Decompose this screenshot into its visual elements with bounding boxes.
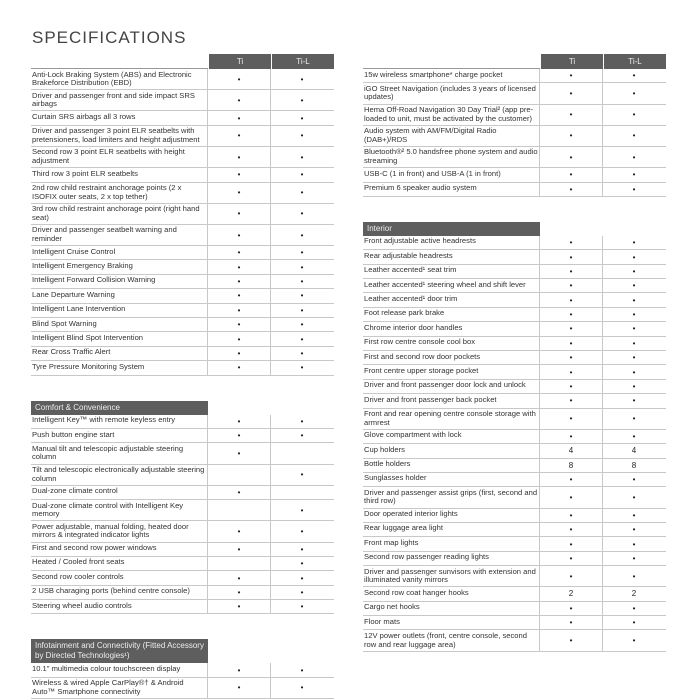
spec-value-til: • (632, 603, 636, 613)
spec-value-til: • (632, 338, 636, 348)
spec-label: Tyre Pressure Monitoring System (31, 361, 208, 374)
spec-label: Driver and passenger seatbelt warning and reminder (31, 225, 208, 245)
spec-row (363, 509, 666, 523)
spec-value-til: • (300, 683, 304, 693)
page-title: SPECIFICATIONS (32, 28, 187, 47)
spec-value-ti: • (540, 616, 603, 629)
spec-row (31, 521, 334, 542)
spec-value-til: • (632, 382, 636, 392)
spec-row (31, 90, 334, 111)
spec-label: 2nd row child restraint anchorage points (2 x ISOFIX outer seats, 2 x top tether) (31, 183, 208, 203)
spec-label: 15w wireless smartphone* charge pocket (363, 69, 540, 82)
spec-value-til: • (632, 252, 636, 262)
spec-value-til (271, 486, 333, 499)
spec-label: Driver and passenger assist grips (first, second and third row) (363, 487, 540, 507)
column-header-ti: Ti (208, 54, 271, 69)
spec-label: Second row coat hanger hooks (363, 587, 540, 600)
spec-value-til: • (300, 665, 304, 675)
spec-row (363, 105, 666, 126)
spec-row (31, 204, 334, 225)
spec-value-til: • (632, 618, 636, 628)
spec-row (363, 537, 666, 551)
spec-value-ti: • (208, 678, 271, 698)
spec-value-til: • (632, 88, 636, 98)
spec-value-ti: • (540, 308, 603, 321)
spec-label: 10.1" multimedia colour touchscreen display (31, 663, 208, 676)
spec-row (363, 552, 666, 566)
spec-label: Premium 6 speaker audio system (363, 183, 540, 196)
spec-label: Wireless & wired Apple CarPlay®† & Android Auto™ Smartphone connectivity (31, 678, 208, 698)
spec-value-til: • (632, 571, 636, 581)
spec-row (363, 337, 666, 351)
spec-value-til: • (632, 539, 636, 549)
spec-label: Intelligent Forward Collision Warning (31, 275, 208, 288)
spec-value-ti (208, 557, 271, 570)
spec-label: Manual tilt and telescopic adjustable steering column (31, 443, 208, 463)
spec-value-ti: • (208, 246, 271, 259)
spec-value-til: • (300, 349, 304, 359)
spec-label: First and second row power windows (31, 543, 208, 556)
spec-row (31, 663, 334, 677)
spec-value-ti: • (540, 351, 603, 364)
spec-section (363, 222, 666, 652)
spec-row (363, 473, 666, 487)
spec-label: Intelligent Emergency Braking (31, 260, 208, 273)
spec-value-til: • (300, 544, 304, 554)
spec-row (363, 616, 666, 630)
spec-row (31, 557, 334, 571)
spec-label: Dual-zone climate control with Intelligent Key memory (31, 500, 208, 520)
spec-value-ti: 4 (540, 444, 603, 457)
spec-label: Intelligent Cruise Control (31, 246, 208, 259)
spec-value-ti: • (208, 347, 271, 360)
spec-row (363, 265, 666, 279)
spec-value-til: • (632, 353, 636, 363)
spec-label: USB-C (1 in front) and USB-A (1 in front) (363, 168, 540, 181)
spec-value-til: • (632, 110, 636, 120)
spec-label: First row centre console cool box (363, 337, 540, 350)
spec-label: Front centre upper storage pocket (363, 365, 540, 378)
spec-value-ti: • (208, 304, 271, 317)
spec-value-til: • (300, 573, 304, 583)
spec-row (31, 415, 334, 429)
spec-row (363, 236, 666, 250)
spec-value-ti: • (208, 183, 271, 203)
spec-label: Third row 3 point ELR seatbelts (31, 168, 208, 181)
spec-label: Driver and passenger 3 point ELR seatbelts with pretensioners, load limiters and height adjustment (31, 126, 208, 146)
spec-row (31, 543, 334, 557)
spec-label: Bluetooth®² 5.0 handsfree phone system and audio streaming (363, 147, 540, 167)
spec-value-ti: • (208, 332, 271, 345)
spec-row (31, 168, 334, 182)
spec-value-til: • (300, 277, 304, 287)
column-header-ti: Ti (540, 54, 603, 69)
spec-value-til: • (300, 526, 304, 536)
spec-value-til: • (632, 295, 636, 305)
spec-value-ti: • (540, 537, 603, 550)
spec-value-ti: • (540, 430, 603, 443)
spec-label: Foot release park brake (363, 308, 540, 321)
spec-row (31, 586, 334, 600)
spec-value-ti: • (208, 225, 271, 245)
spec-value-ti: • (540, 630, 603, 650)
spec-row (31, 111, 334, 125)
spec-label: Sunglasses holder (363, 473, 540, 486)
spec-row (363, 394, 666, 408)
spec-value-ti: • (208, 69, 271, 89)
spec-label: Door operated interior lights (363, 509, 540, 522)
section-heading: Infotainment and Connectivity (Fitted Accessory by Directed Technologies¹) (31, 639, 208, 663)
spec-label: Leather accented¹ steering wheel and shift lever (363, 279, 540, 292)
spec-value-ti: • (540, 380, 603, 393)
spec-value-til: • (300, 587, 304, 597)
spec-row (31, 304, 334, 318)
spec-row (363, 293, 666, 307)
spec-row (31, 318, 334, 332)
spec-section (31, 69, 334, 376)
spec-value-til: • (632, 510, 636, 520)
spec-value-til: • (632, 492, 636, 502)
spec-value-til: • (632, 553, 636, 563)
spec-label: Hema Off-Road Navigation 30 Day Trial² (app pre-loaded to unit, must be activated by the customer) (363, 105, 540, 125)
spec-row (31, 465, 334, 486)
spec-value-ti: • (208, 486, 271, 499)
spec-label: Blind Spot Warning (31, 318, 208, 331)
spec-value-ti: 8 (540, 459, 603, 472)
spec-value-ti: • (208, 443, 271, 463)
spec-row (31, 600, 334, 614)
spec-row (31, 260, 334, 274)
spec-value-til: • (632, 281, 636, 291)
spec-row (31, 183, 334, 204)
spec-row (363, 250, 666, 264)
spec-row (31, 429, 334, 443)
spec-value-til: • (632, 396, 636, 406)
spec-value-til (271, 443, 333, 463)
spec-value-ti: • (540, 394, 603, 407)
spec-value-til: 4 (631, 446, 637, 456)
spec-section (31, 401, 334, 615)
spec-value-til: • (300, 152, 304, 162)
spec-label: Cargo net hooks (363, 602, 540, 615)
spec-label: Curtain SRS airbags all 3 rows (31, 111, 208, 124)
spec-row (363, 409, 666, 430)
spec-row (363, 147, 666, 168)
spec-label: 2 USB charaging ports (behind centre console) (31, 586, 208, 599)
column-header-til: Ti-L (271, 54, 334, 69)
spec-label: Intelligent Blind Spot Intervention (31, 332, 208, 345)
spec-value-til: • (632, 310, 636, 320)
spec-value-ti: • (540, 250, 603, 263)
spec-row (31, 361, 334, 375)
spec-value-til: • (300, 505, 304, 515)
spec-label: Intelligent Key™ with remote keyless entry (31, 415, 208, 428)
spec-value-til: • (300, 230, 304, 240)
spec-value-til: • (300, 305, 304, 315)
spec-value-til: • (300, 431, 304, 441)
section-heading: Comfort & Convenience (31, 401, 208, 415)
spec-row (31, 332, 334, 346)
spec-label: Driver and front passenger door lock and unlock (363, 380, 540, 393)
spec-value-ti: • (208, 260, 271, 273)
spec-row (363, 602, 666, 616)
spec-value-ti: • (540, 265, 603, 278)
spec-row (31, 147, 334, 168)
spec-value-til: • (300, 334, 304, 344)
spec-value-til: • (632, 636, 636, 646)
spec-value-ti: • (540, 293, 603, 306)
spec-row (31, 571, 334, 585)
spec-label: Rear adjustable headrests (363, 250, 540, 263)
spec-row (31, 289, 334, 303)
spec-value-til: • (632, 152, 636, 162)
spec-label: Driver and passenger front and side impact SRS airbags (31, 90, 208, 110)
spec-label: Anti-Lock Braking System (ABS) and Electronic Brakeforce Distribution (EBD) (31, 69, 208, 89)
spec-value-til: • (632, 324, 636, 334)
spec-row (363, 126, 666, 147)
spec-value-ti: • (208, 361, 271, 374)
spec-value-til: • (300, 113, 304, 123)
spec-value-til: 8 (631, 460, 637, 470)
spec-row (363, 523, 666, 537)
spec-row (363, 183, 666, 197)
spec-label: Driver and front passenger back pocket (363, 394, 540, 407)
spec-row (363, 69, 666, 83)
spec-value-til: • (300, 262, 304, 272)
spec-value-ti: • (540, 473, 603, 486)
spec-value-til: • (300, 95, 304, 105)
spec-row (31, 69, 334, 90)
spec-value-ti: • (208, 318, 271, 331)
spec-value-ti: • (208, 289, 271, 302)
spec-label: Leather accented¹ seat trim (363, 265, 540, 278)
spec-value-ti: • (208, 90, 271, 110)
spec-value-ti: • (540, 83, 603, 103)
spec-value-til: 2 (631, 589, 637, 599)
spec-value-ti: • (208, 521, 271, 541)
spec-value-ti: • (208, 126, 271, 146)
spec-row (31, 126, 334, 147)
spec-label: Power adjustable, manual folding, heated door mirrors & integrated indicator lights (31, 521, 208, 541)
spec-value-til: • (632, 238, 636, 248)
spec-value-ti (208, 465, 271, 485)
spec-row (363, 587, 666, 601)
spec-value-til: • (300, 74, 304, 84)
spec-label: First and second row door pockets (363, 351, 540, 364)
spec-value-til: • (632, 266, 636, 276)
spec-value-ti: • (208, 415, 271, 428)
spec-value-ti (208, 500, 271, 520)
spec-value-ti: • (208, 571, 271, 584)
spec-value-ti: • (540, 566, 603, 586)
spec-row (363, 459, 666, 473)
spec-value-ti: • (540, 487, 603, 507)
spec-value-ti: • (540, 337, 603, 350)
spec-label: Leather accented¹ door trim (363, 293, 540, 306)
column-header-row (31, 54, 334, 69)
spec-value-til: • (632, 367, 636, 377)
spec-row (363, 168, 666, 182)
column-header-til: Ti-L (603, 54, 666, 69)
spec-value-til: • (300, 188, 304, 198)
spec-label: Bottle holders (363, 459, 540, 472)
spec-value-ti: • (540, 69, 603, 82)
spec-row (363, 630, 666, 651)
spec-label: Second row cooler controls (31, 571, 208, 584)
spec-row (363, 430, 666, 444)
section-heading: Interior (363, 222, 540, 236)
spec-value-ti: • (208, 586, 271, 599)
spec-row (363, 444, 666, 458)
spec-value-ti: • (540, 105, 603, 125)
spec-value-ti: • (540, 322, 603, 335)
spec-row (31, 678, 334, 699)
spec-label: Chrome interior door handles (363, 322, 540, 335)
spec-value-til: • (300, 416, 304, 426)
spec-label: Glove compartment with lock (363, 430, 540, 443)
spec-row (363, 308, 666, 322)
spec-value-ti: • (540, 147, 603, 167)
spec-label: Cup holders (363, 444, 540, 457)
spec-value-til: • (300, 291, 304, 301)
spec-row (363, 487, 666, 508)
right-spec-column (363, 54, 666, 652)
spec-value-ti: • (540, 279, 603, 292)
spec-row (363, 365, 666, 379)
spec-label: Audio system with AM/FM/Digital Radio (DAB+)/RDS (363, 126, 540, 146)
spec-row (31, 275, 334, 289)
spec-label: Front adjustable active headrests (363, 236, 540, 249)
spec-value-til: • (300, 131, 304, 141)
spec-value-til: • (300, 170, 304, 180)
spec-value-til: • (632, 71, 636, 81)
spec-value-ti: • (208, 663, 271, 676)
spec-value-ti: • (540, 168, 603, 181)
spec-value-ti: • (208, 168, 271, 181)
spec-row (363, 83, 666, 104)
spec-label: Push button engine start (31, 429, 208, 442)
spec-value-ti: • (540, 126, 603, 146)
spec-label: iGO Street Navigation (includes 3 years of licensed updates) (363, 83, 540, 103)
spec-value-til: • (632, 184, 636, 194)
spec-label: Rear Cross Traffic Alert (31, 347, 208, 360)
spec-label: 12V power outlets (front, centre console, second row and rear luggage area) (363, 630, 540, 650)
spec-row (363, 279, 666, 293)
spec-section (363, 69, 666, 197)
spec-row (31, 246, 334, 260)
spec-label: Heated / Cooled front seats (31, 557, 208, 570)
spec-value-til: • (632, 525, 636, 535)
spec-value-til: • (632, 431, 636, 441)
spec-value-til: • (632, 131, 636, 141)
spec-row (31, 347, 334, 361)
spec-value-ti: • (208, 111, 271, 124)
spec-label: Front map lights (363, 537, 540, 550)
spec-value-ti: • (208, 543, 271, 556)
spec-value-til: • (300, 248, 304, 258)
spec-value-til: • (300, 602, 304, 612)
spec-row (31, 443, 334, 464)
spec-value-til: • (300, 209, 304, 219)
spec-value-ti: • (540, 365, 603, 378)
spec-label: Tilt and telescopic electronically adjustable steering column (31, 465, 208, 485)
spec-label: Steering wheel audio controls (31, 600, 208, 613)
spec-value-ti: • (540, 236, 603, 249)
spec-label: Dual-zone climate control (31, 486, 208, 499)
spec-value-ti: • (540, 552, 603, 565)
spec-label: Driver and passenger sunvisors with extension and illuminated vanity mirrors (363, 566, 540, 586)
spec-label: Second row passenger reading lights (363, 552, 540, 565)
spec-value-til: • (632, 475, 636, 485)
spec-label: Floor mats (363, 616, 540, 629)
spec-value-til: • (300, 559, 304, 569)
spec-value-ti: • (208, 275, 271, 288)
spec-value-ti: • (208, 600, 271, 613)
spec-value-ti: • (208, 429, 271, 442)
spec-value-ti: • (208, 204, 271, 224)
spec-row (363, 322, 666, 336)
spec-label: Front and rear opening centre console storage with armrest (363, 409, 540, 429)
spec-value-ti: 2 (540, 587, 603, 600)
spec-label: Second row 3 point ELR seatbelts with height adjustment (31, 147, 208, 167)
spec-value-til: • (300, 470, 304, 480)
spec-row (363, 380, 666, 394)
spec-row (31, 225, 334, 246)
spec-value-til: • (632, 414, 636, 424)
spec-row (31, 486, 334, 500)
spec-value-ti: • (540, 523, 603, 536)
spec-label: Lane Departure Warning (31, 289, 208, 302)
spec-label: 3rd row child restraint anchorage point (right hand seat) (31, 204, 208, 224)
column-header-row (363, 54, 666, 69)
spec-row (31, 500, 334, 521)
spec-value-ti: • (540, 602, 603, 615)
spec-value-ti: • (540, 509, 603, 522)
spec-value-til: • (300, 320, 304, 330)
spec-label: Intelligent Lane Intervention (31, 304, 208, 317)
spec-row (363, 566, 666, 587)
spec-value-ti: • (540, 183, 603, 196)
left-spec-column (31, 54, 334, 699)
spec-label: Rear luggage area light (363, 523, 540, 536)
spec-value-til: • (632, 170, 636, 180)
spec-section (31, 639, 334, 699)
spec-row (363, 351, 666, 365)
spec-value-til: • (300, 363, 304, 373)
spec-value-ti: • (540, 409, 603, 429)
spec-value-ti: • (208, 147, 271, 167)
